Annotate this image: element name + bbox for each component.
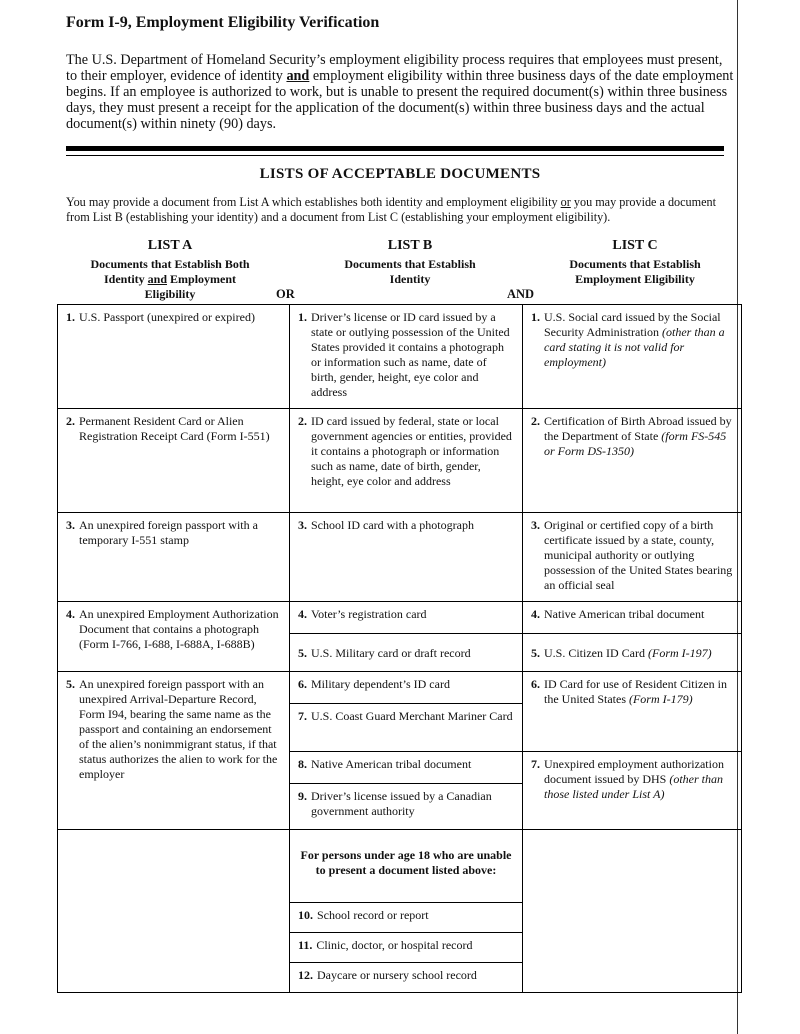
list-a-item-2 xyxy=(58,409,290,513)
table-row xyxy=(58,830,742,903)
item-text: ID Card for use of Resident Citizen in the United States xyxy=(544,677,727,706)
item-number: 3. xyxy=(298,518,307,532)
item-number: 6. xyxy=(531,677,540,691)
intro-text-1: The U.S. Department of Homeland Security’s employment eligibility process requires that employees must present, to their employer, evidence of identity xyxy=(66,52,723,84)
list-a-item-4 xyxy=(58,602,290,672)
intro-paragraph xyxy=(66,52,734,132)
item-number: 12. xyxy=(298,968,313,982)
list-b-title: LIST B xyxy=(387,238,433,253)
item-number: 3. xyxy=(531,518,540,532)
list-c-title: LIST C xyxy=(612,238,658,253)
item-number: 11. xyxy=(298,938,313,952)
documents-table xyxy=(57,304,742,993)
item-number: 6. xyxy=(298,677,307,691)
item-text: Permanent Resident Card or Alien Registration Receipt Card (Form I-551) xyxy=(79,414,270,443)
item-number: 2. xyxy=(66,414,75,428)
list-b-item-5 xyxy=(290,634,523,672)
list-b-item-11 xyxy=(290,933,523,963)
item-text: ID card issued by federal, state or local government agencies or entities, provided it contains a photograph or information such as name, date of birth, gender, height, eye color and address xyxy=(311,414,512,488)
list-a-item-3 xyxy=(58,513,290,602)
form-title: Form I-9, Employment Eligibility Verification xyxy=(66,14,380,31)
instructions-text-1: You may provide a document from List A which establishes both identity and employment eligibility xyxy=(66,195,561,209)
list-b-item-1 xyxy=(290,305,523,409)
list-a-sub2a: Identity xyxy=(103,272,148,286)
item-number: 8. xyxy=(298,757,307,771)
item-number: 5. xyxy=(531,645,540,660)
list-a-sub2-and: and xyxy=(147,272,168,286)
item-number: 4. xyxy=(66,607,75,621)
item-text: Driver’s license or ID card issued by a state or outlying possession of the United States provided it contains a photograph or information such as name, date of birth, gender, height, eye color and address xyxy=(311,310,510,399)
list-b-header xyxy=(300,238,520,287)
item-text: Daycare or nursery school record xyxy=(317,968,477,982)
item-text: Unexpired employment authorization document issued by DHS xyxy=(544,757,724,786)
list-a-sub2 xyxy=(70,272,270,287)
item-number: 3. xyxy=(66,518,75,532)
list-b-item-12 xyxy=(290,963,523,993)
item-text: U.S. Military card or draft record xyxy=(311,645,471,660)
list-a-item-5 xyxy=(58,672,290,830)
list-a-empty-cell xyxy=(58,830,290,993)
item-text: School ID card with a photograph xyxy=(311,518,474,532)
list-c-item-7 xyxy=(523,752,742,830)
item-number: 9. xyxy=(298,789,307,803)
table-row xyxy=(58,305,742,409)
item-text: Native American tribal document xyxy=(311,757,472,771)
list-c-sub2: Employment Eligibility xyxy=(575,272,695,286)
item-number: 4. xyxy=(298,607,307,621)
instructions-paragraph xyxy=(66,195,734,225)
item-number: 1. xyxy=(298,310,307,324)
item-text: U.S. Coast Guard Merchant Mariner Card xyxy=(311,709,513,723)
item-text: An unexpired Employment Authorization Document that contains a photograph xyxy=(79,607,279,636)
item-number: 1. xyxy=(531,310,540,324)
item-italic-note: (other than a card stating it is not valid for employment) xyxy=(544,325,725,369)
list-c-item-6 xyxy=(523,672,742,752)
list-a-header xyxy=(70,238,270,302)
item-text: Native American tribal document xyxy=(544,607,705,621)
item-number: 5. xyxy=(298,645,307,660)
instructions-or: or xyxy=(560,195,571,209)
item-text: U.S. Passport (unexpired or expired) xyxy=(79,310,255,324)
item-text: Driver’s license issued by a Canadian government authority xyxy=(311,789,492,818)
list-b-item-9 xyxy=(290,784,523,830)
list-c-item-2 xyxy=(523,409,742,513)
item-number: 10. xyxy=(298,908,313,922)
list-b-sub2: Identity xyxy=(389,272,431,286)
item-text: An unexpired foreign passport with a temporary I-551 stamp xyxy=(79,518,258,547)
list-b-sub1: Documents that Establish xyxy=(344,257,476,271)
list-b-item-10 xyxy=(290,903,523,933)
table-row xyxy=(58,513,742,602)
list-c-item-5 xyxy=(523,634,742,672)
item-number: 1. xyxy=(66,310,75,324)
item-number: 7. xyxy=(531,757,540,771)
divider-thin xyxy=(66,155,724,156)
item-text: Voter’s registration card xyxy=(311,607,427,621)
list-a-sub1: Documents that Establish Both xyxy=(90,257,250,271)
item-text: U.S. Social card issued by the Social Security Administration xyxy=(544,310,721,339)
list-b-item-4 xyxy=(290,602,523,634)
item-italic-note: (other than those listed under List A) xyxy=(544,772,723,801)
list-a-item-1 xyxy=(58,305,290,409)
conjunction-and: AND xyxy=(507,287,535,301)
list-c-sub1: Documents that Establish xyxy=(569,257,701,271)
item-number: 7. xyxy=(298,709,307,723)
instructions-text-2: you may provide a document from List B (establishing your identity) and a document from List C (establishing your employment eligibility). xyxy=(66,195,717,224)
list-b-item-7 xyxy=(290,704,523,752)
item-text: Certification of Birth Abroad issued by the Department of State xyxy=(544,414,732,443)
list-c-item-4 xyxy=(523,602,742,634)
item-italic-note: (form FS-545 or Form DS-1350) xyxy=(544,429,727,458)
list-b-item-2 xyxy=(290,409,523,513)
item-text: Clinic, doctor, or hospital record xyxy=(316,938,473,952)
list-c-empty-cell xyxy=(523,830,742,993)
intro-emphasis: and xyxy=(286,68,310,84)
item-text: U.S. Citizen ID Card xyxy=(544,645,648,660)
item-text: School record or report xyxy=(317,908,429,922)
list-a-sub3: Eligibility xyxy=(144,287,196,301)
conjunction-or: OR xyxy=(276,287,295,301)
item-number: 4. xyxy=(531,607,540,621)
item-number: 5. xyxy=(66,677,75,691)
table-row xyxy=(58,409,742,513)
list-c-item-3 xyxy=(523,513,742,602)
minor-section-heading: For persons under age 18 who are unable to present a document listed above: xyxy=(290,830,523,903)
item-italic-note: (Form I-197) xyxy=(648,645,712,660)
list-c-header xyxy=(530,238,740,287)
list-a-sub2b: Employment xyxy=(167,272,237,286)
table-row xyxy=(58,672,742,704)
item-number: 2. xyxy=(298,414,307,428)
item-italic-note: (Form I-179) xyxy=(628,692,693,706)
list-b-item-6 xyxy=(290,672,523,704)
item-number: 2. xyxy=(531,414,540,428)
item-text: Military dependent’s ID card xyxy=(311,677,450,691)
list-b-item-8 xyxy=(290,752,523,784)
divider-thick xyxy=(66,146,724,151)
list-b-item-3 xyxy=(290,513,523,602)
list-a-title: LIST A xyxy=(147,238,193,253)
list-c-item-1 xyxy=(523,305,742,409)
item-text: An unexpired foreign passport with an unexpired Arrival-Departure Record, Form I94, bearing the same name as the passport and containing an endorsement of the alien’s nonimmigrant status, if that status authorizes the alien to work for the employer xyxy=(79,677,278,781)
table-row xyxy=(58,602,742,634)
intro-text-2: employment eligibility within three business days of the date employment begins. If an employee is authorized to work, but is unable to present the required document(s) within three business days, they must present a receipt for the application of the document(s) within three business days and the actual document(s) within ninety (90) days. xyxy=(66,68,734,132)
lists-heading: LISTS OF ACCEPTABLE DOCUMENTS xyxy=(259,166,541,182)
item-text: Original or certified copy of a birth certificate issued by a state, county, municipal authority or outlying possession of the United States bearing an official seal xyxy=(544,518,733,592)
item-form-numbers: (Form I-766, I-688, I-688A, I-688B) xyxy=(79,637,255,651)
